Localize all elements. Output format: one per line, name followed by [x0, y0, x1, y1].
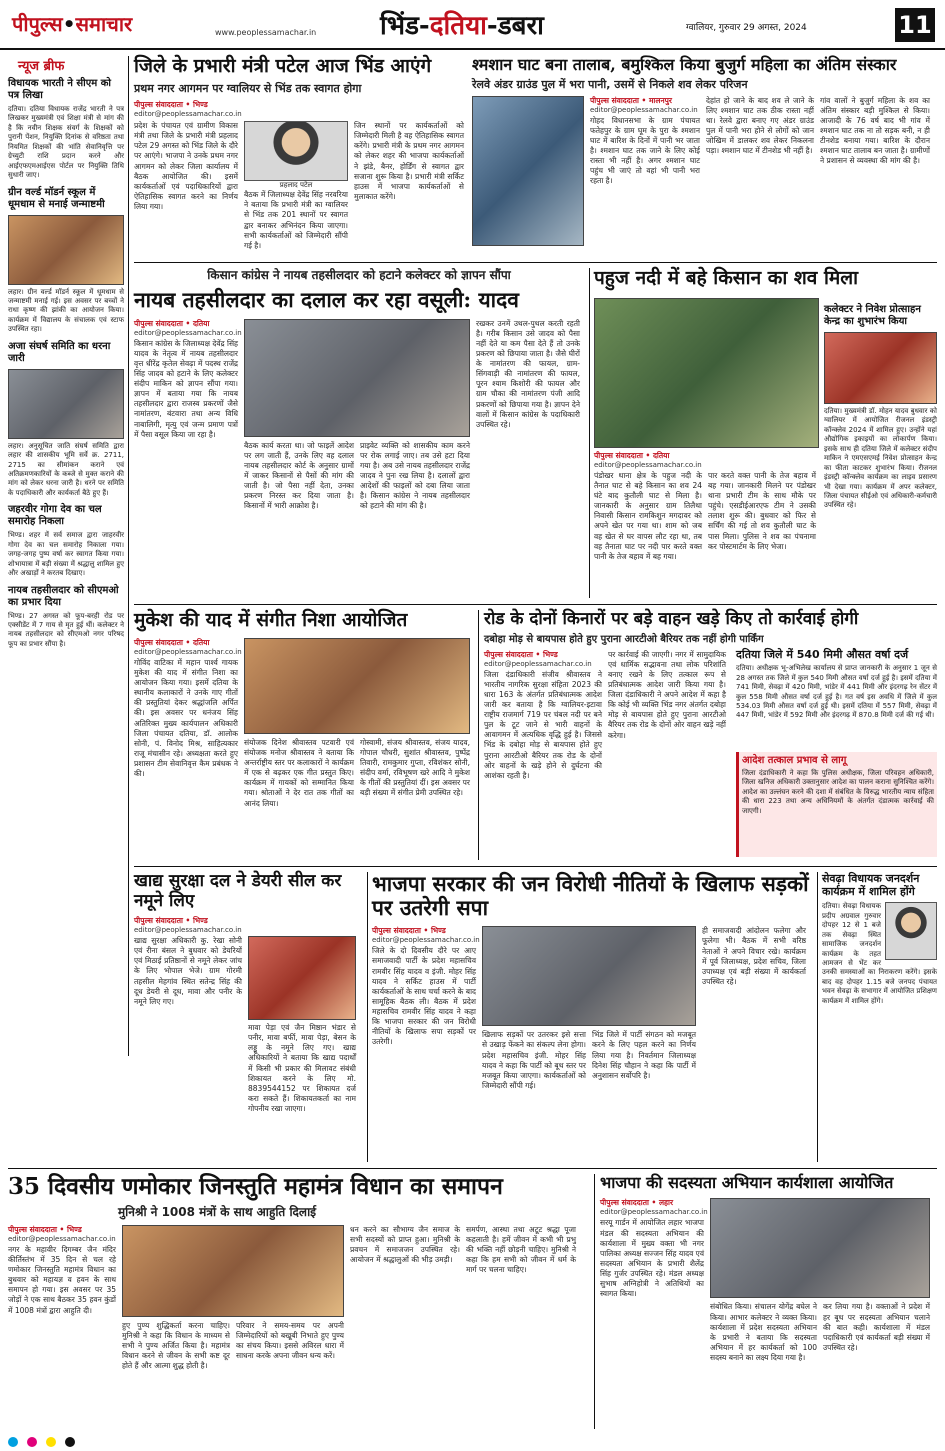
- headline: श्मशान घाट बना तालाब, बमुश्किल किया बुजुर्ग महिला का अंतिम संस्कार: [472, 55, 897, 74]
- byline: पीपुल्स संवाददाता • लहार: [600, 1198, 674, 1208]
- flooded-underpass-photo: [472, 96, 584, 246]
- story-jain-vidhan: [8, 1174, 590, 1429]
- section-divider: [134, 262, 937, 263]
- body-col-1: किसान कांग्रेस के जिलाध्यक्ष देवेंद्र सिंह यादव के नेतृत्व में नायब तहसीलदार वृत्त धीरेंद्र कृतेल सेवढ़ा में पदस्थ राजेंद्र सिंह जादव को हटाने के लिए कलेक्टर संदीप माकिन को ज्ञापन सौंपा गया। ज्ञापन में बताया गया कि नायब तहसीलदार द्वारा राजस्व प्रकरणों जैसे नामांतरण, बंटवारा तथा अन्य विधि नाबालिगी, मृत्यु एवं जन्म प्रमाण पत्रों में पैसा वसूल किया जा रहा है।: [134, 338, 238, 439]
- order-box: [736, 752, 937, 857]
- body-col-3: कर लिया गया है। वक्ताओं ने प्रदेश में हर बूथ पर सदस्यता अभियान चलाने की बात कही। कार्यशाला में मंडल पदाधिकारी एवं कार्यकर्ता बड़ी संख्या में उपस्थित रहे।: [823, 1302, 930, 1352]
- subheadline: प्रथम नगर आगमन पर ग्वालियर से भिंड तक स्वागत होगा: [134, 81, 362, 95]
- headline: भाजपा सरकार की जन विरोधी नीतियों के खिलाफ सड़कों पर उतरेगी सपा: [372, 871, 809, 921]
- news-brief-column: [8, 56, 124, 1056]
- print-registration-marks: [0, 1432, 945, 1445]
- story-minister-visit: [134, 56, 464, 256]
- email: editor@peoplessamachar.co.in: [484, 659, 592, 668]
- brief-headline-3: अजा संघर्ष समिति का धरना जारी: [8, 340, 111, 364]
- story-mla-jandarshan: [822, 872, 937, 1162]
- email: editor@peoplessamachar.co.in: [600, 1208, 708, 1217]
- body-col-1: सरयू गार्डन में आयोजित लहार भाजपा मंडल की सदस्यता अभियान की कार्यशाला में मुख्य वक्ता भी नगर पालिका अध्यक्ष सज्जन सिंह यादव एवं सदस्यता अभियान के प्रभारी शैलेंद्र सिंह गुर्जर उपस्थित रहे। मंडल अध्यक्ष सुभाष अग्निहोत्री ने अतिथियों का स्वागत किया।: [600, 1218, 704, 1299]
- body-col-1: नगर के महावीर दिगम्बर जैन मंदिर कीर्तिस्तंभ में 35 दिन से चल रहे णमोकार जिनस्तुति महामंत्र विधान का बुधवार को महायज्ञ व हवन के साथ समापन हो गया। इस अवसर पर 35 जोड़ों ने एक साथ बैठकर 35 हवन कुंडों में 1008 मंत्रों द्वारा आहुति दी।: [8, 1244, 116, 1315]
- story-sp-protest: [372, 872, 812, 1162]
- column-divider: [367, 872, 368, 1162]
- story-investment-centre: [824, 304, 937, 598]
- brief-text-5: भिण्ड। 27 अगस्त को फूप-बरही रोड पर एक्सीडेंट में 7 गाय से मृत हुई थीं। कलेक्टर ने नायब तहसीलदार को सीएमओ नगर परिषद फूप का प्रभार सौंपा है।: [8, 611, 124, 648]
- headline: 35 दिवसीय णमोकार जिनस्तुति महामंत्र विधान का समापन: [8, 1173, 503, 1200]
- column-divider: [589, 268, 590, 598]
- ribbon-cutting-photo: [824, 332, 937, 404]
- dairy-inspection-photo: [248, 936, 356, 1020]
- headline: रोड के दोनों किनारों पर बड़े वाहन खड़े किए तो कार्रवाई होगी: [484, 609, 859, 629]
- body: दतिया। मुख्यमंत्री डॉ. मोहन यादव बुधवार को ग्वालियर में आयोजित रीजनल इंडस्ट्री कॉन्क्लेव 2024 में शामिल हुए। उन्होंने यहां औद्योगिक इकाइयों का लोकार्पण किया। इसके साथ ही दतिया जिले में कलेक्टर संदीप माकिन ने एमएसएमई निवेश प्रोत्साहन केन्द्र का फीता काटकर शुभारंभ किया। रीजनल इंडस्ट्री कॉन्क्लेव कार्यक्रम का लाइव प्रसारण भी देखा गया। कार्यक्रम में अपर कलेक्टर, जिला पंचायत सीईओ एवं अधिकारी-कर्मचारी उपस्थित रहे।: [824, 407, 937, 510]
- body-col-3: गोस्वामी, संजय श्रीवास्तव, संजय यादव, गोपाल चौधरी, सुशांत श्रीवास्तव, पुष्पेंद्र तिवारी, रामकुमार गुप्ता, रविशंकर सोनी, संदीप वर्मा, रविभूषण खरे आदि ने मुकेश के गीतों की प्रस्तुतियां दीं। इस अवसर पर बड़ी संख्या में संगीत प्रेमी उपस्थित रहे।: [360, 737, 470, 798]
- section-divider: [134, 866, 937, 867]
- body-col-2: हुए पुण्य शुद्धिकर्ता करना चाहिए। मुनिश्री ने कहा कि विधान के माध्यम से सभी ने पुण्य अर्जित किया है। महामंत्र विधान करने से जीवन के सभी कष्ट दूर होते हैं और आत्मा शुद्ध होती है।: [122, 1320, 230, 1371]
- minister-portrait: [244, 121, 348, 181]
- havan-ceremony-photo: [122, 1225, 344, 1317]
- brief-headline-4: जहरवीर गोगा देव का चल समारोह निकला: [8, 504, 102, 528]
- body-col-3: प्राइवेट व्यक्ति को शासकीय काम करने पर रोक लगाई जाए। तब उसे हटा दिया गया है। अब उसे नायब तहसीलदार राजेंद्र जादव ने पुनः रख लिया है। दलालों द्वारा आदेशों की फाइलों को दबा लिया जाता है। किसान कांग्रेस ने नायब तहसीलदार को हटाने की मांग की है।: [360, 440, 470, 511]
- headline: नायब तहसीलदार का दलाल कर रहा वसूली: यादव: [134, 287, 519, 313]
- registration-dot-magenta: [27, 1437, 37, 1447]
- headline: कलेक्टर ने निवेश प्रोत्साहन केन्द्र का शुभारंभ किया: [824, 304, 921, 327]
- box-headline: आदेश तत्काल प्रभाव से लागू: [742, 755, 847, 766]
- byline: पीपुल्स संवाददाता • दतिया: [134, 318, 210, 328]
- byline: पीपुल्स संवाददाता • दतिया: [134, 637, 210, 647]
- registration-dot-yellow: [46, 1437, 56, 1447]
- edition-title: भिंड-दतिया-डबरा: [380, 11, 544, 41]
- body-col-1: गोहद विधानसभा के ग्राम पंचायत फतेहपुर के ग्राम घूम के पुरा के श्मशान घाट में बारिश के दिनों में पानी भर जाता है। श्मशान घाट तक जाने के लिए कोई रास्ता भी नहीं है। अगर श्मशान घाट पहुंच भी जाएं तो वहां भी पानी भरा रहता है।: [590, 115, 700, 186]
- story-bjp-membership: [600, 1174, 937, 1429]
- website-url: www.peoplessamachar.in: [215, 28, 317, 37]
- body-col-1: जिला दंडाधिकारी संजीव श्रीवास्तव ने भारतीय नागरिक सुरक्षा संहिता 2023 की धारा 163 के अंतर्गत प्रतिबंधात्मक आदेश जारी कर बताया है कि ग्वालियर-इटावा राष्ट्रीय राजमार्ग 719 पर चंबल नदी पर बने पुल के टूट जाने से भारी वाहनों के आवागमन में अत्यधिक वृद्धि हुई है। जिससे भिंड के दबोहा मोड़ से बायपास होते हुए पुराना आरटीओ बैरियर तक रोड के दोनों ओर वाहनों के खड़े होने से दुर्घटना की आशंका रहती है।: [484, 669, 602, 780]
- story-farmer-body-found: [594, 267, 859, 598]
- brief-text-3: लहार। अनुसूचित जाति संघर्ष समिति द्वारा लहार की शासकीय भूमि सर्वे क्र. 2711, 2715 का सीमांकन कराने एवं अतिक्रमणकारियों के कब्जे से मुक्त कराने की मांग को लेकर धरना जारी है। धरने पर समिति के पदाधिकारी और कार्यकर्ता बैठे हुए हैं।: [8, 441, 124, 497]
- newspaper-logo: पीपुल्स•समाचार: [12, 12, 133, 36]
- sp-meeting-photo: [482, 926, 696, 1026]
- headline: भाजपा की सदस्यता अभियान कार्यशाला आयोजित: [600, 1173, 894, 1192]
- body-col-2: बैठक कार्य करता था। जो फाइलें आदेश पर लग जाती हैं, उनके लिए वह दलाल नायब तहसीलदार कोर्ट के अनुसार ग्रामों में जाकर किसानों से पैसों की मांग की जाती है। जो पैसा नहीं देता, उनका प्रकरण निरस्त कर दिया जाता है। किसानों में भारी आक्रोश है।: [244, 440, 354, 511]
- story-naib-tehsildar: [134, 268, 584, 598]
- story-music-night: [134, 610, 474, 860]
- byline: पीपुल्स संवाददाता • भिण्ड: [8, 1224, 82, 1234]
- body-col-2: पर कार्रवाई की जाएगी। नगर में सामुदायिक एवं धार्मिक सद्भावना तथा लोक परिशांति बनाए रखने के लिए तत्काल रूप से प्रतिबंधात्मक आदेश जारी किया गया है। जिला दंडाधिकारी ने अपने आदेश में कहा है कि कोई भी व्यक्ति भिंड नगर अंतर्गत दबोहा मोड़ से बायपास होते हुए पुराना आरटीओ बैरियर तक रोड के दोनों ओर वाहन खड़े नहीं करेगा।: [608, 649, 726, 740]
- dateline: ग्वालियर, गुरुवार 29 अगस्त, 2024: [686, 23, 807, 33]
- body-col-2: मावा पेड़ा एवं जैन मिष्ठान भंडार से पनीर, मावा बर्फी, मावा पेड़ा, बेसन के लड्डू के नमूने लिए गए। खाद्य अधिकारियों ने बताया कि खाद्य पदार्थों में किसी भी प्रकार की मिलावट संबंधी शिकायत करने के लिए मो. 8839544152 पर शिकायत दर्ज करा सकते हैं। शिकायतकर्ता का नाम गोपनीय रखा जाएगा।: [248, 1023, 356, 1114]
- body-col-3: जिन स्थानों पर कार्यकर्ताओं को जिम्मेदारी मिली है वह ऐतिहासिक स्वागत करेंगे। प्रभारी मंत्री के प्रथम नगर आगमन को लेकर शहर की भाजपा कार्यकर्ताओं ने झंडे, बैनर, होर्डिंग से स्वागत द्वार सजाना शुरू किया है। प्रभारी मंत्री सर्किट हाउस में भाजपा कार्यकर्ताओं से मुलाकात करेंगे।: [354, 121, 464, 201]
- email: editor@peoplessamachar.co.in: [134, 110, 242, 119]
- body-col-2: देहांत हो जाने के बाद शव ले जाने के लिए श्मशान घाट तक ठीक रास्ता नहीं था। रेलवे द्वारा बनाए गए अंडर ग्राउंड पुल में पानी भरा होने से लोगों को जान जोखिम में डालकर शव लेकर निकलना पड़ा। श्मशान घाट में टीनशेड भी नहीं है।: [706, 95, 814, 156]
- headline: जिले के प्रभारी मंत्री पटेल आज भिंड आएंगे: [134, 55, 432, 77]
- headline: दतिया जिले में 540 मिमी औसत वर्षा दर्ज: [736, 648, 909, 661]
- body-col-3: भिंड जिले में पार्टी संगठन को मजबूत करने के लिए पहल करने का निर्णय लिया गया है। निवर्तमान जिलाध्यक्ष दिनेश सिंह चौहान ने कहा कि पार्टी में अनुशासन सर्वोपरि है।: [592, 1030, 696, 1080]
- masthead: [0, 0, 945, 50]
- subheadline: रेलवे अंडर ग्राउंड पुल में भरा पानी, उसमें से निकले शव लेकर परिजन: [472, 78, 748, 92]
- byline: पीपुल्स संवाददाता • भिण्ड: [134, 100, 208, 110]
- brief-text-1: दतिया। दतिया विधायक राजेंद्र भारती ने पत्र लिखकर मुख्यमंत्री एवं शिक्षा मंत्री से मांग की है कि नवीन शिक्षक संवर्ग के शिक्षकों को पुरानी पेंशन, नियुक्ति दिनांक से वरिष्ठता तथा नियमित शिक्षकों की भांति सेवानिवृत्ति पर ग्रेच्युटी राशि प्रदान करने और आईएफएमआईएस पोर्टल पर नियुक्ति तिथि सुधारी जाए।: [8, 105, 124, 180]
- byline: पीपुल्स संवाददाता • भिण्ड: [484, 649, 558, 659]
- brief-headline-5: नायब तहसीलदार को सीएमओ का प्रभार दिया: [8, 584, 119, 608]
- bjp-workshop-photo: [710, 1198, 930, 1298]
- registration-dot-cyan: [8, 1437, 18, 1447]
- subheadline: दबोहा मोड़ से बायपास होते हुए पुराना आरटीओ बैरियर तक नहीं होगी पार्किंग: [484, 633, 764, 645]
- body-col-4: रखकर उनमें उथल-पुथल करती रहती है। गरीब किसान उसे जादव को पैसा नहीं देते या कम पैसा देते हैं तो उनके प्रकरण को छिपाया जाता है। जैसे घीरों के नामांतरण की फायल, ग्राम-सिंगवाड़ी की नामांतरण की फायल, पूरन श्याम किशोरी की फायल और ग्राम चौका की नामांतरण पंजी आदि प्रकरणों को छिपाया गया है। ज्ञापन देने वालों में किसान कांग्रेस के पदाधिकारी उपस्थित रहे।: [476, 318, 580, 429]
- email: editor@peoplessamachar.co.in: [594, 460, 702, 469]
- box-text: जिला दंडाधिकारी ने कहा कि पुलिस अधीक्षक, जिला परिवहन अधिकारी, जिला खनिज अधिकारी उक्तानुसार आदेश का पालन कराना सुनिश्चित करेंगे। आदेश का उल्लंघन करने की दशा में संबंधित के विरुद्ध भारतीय न्याय संहिता की धारा 223 तथा अन्य अधिनियमों के अंतर्गत दंडात्मक कार्रवाई की जाएगी।: [742, 769, 934, 815]
- kicker: किसान कांग्रेस ने नायब तहसीलदार को हटाने कलेक्टर को ज्ञापन सौंपा: [207, 268, 511, 282]
- registration-dot-black: [65, 1437, 75, 1447]
- river-rescue-photo: [594, 298, 819, 448]
- body-col-2: बैठक में जिलाध्यक्ष देवेंद्र सिंह नरवरिया ने बताया कि प्रभारी मंत्री का ग्वालियर से भिंड तक 201 स्थानों पर स्वागत द्वार बनाकर अभिनंदन किया जाएगा। सभी कार्यकर्ताओं को जिम्मेदारी सौंपी गई है।: [244, 190, 348, 250]
- headline: पहुज नदी में बहे किसान का शव मिला: [594, 267, 859, 289]
- body-col-2: खिलाफ सड़कों पर उतरकर इसे सत्ता से उखाड़ फेंकने का संकल्प लेना होगा। प्रदेश महासचिव इंजी. मोहर सिंह यादव ने कहा कि पार्टी को बूथ स्तर पर मजबूत किया जाएगा। कार्यकर्ताओं को जिम्मेदारी सौंपी गई।: [482, 1030, 586, 1090]
- column-divider: [817, 872, 818, 1162]
- byline: पीपुल्स संवाददाता • भिण्ड: [134, 916, 208, 926]
- news-brief-label: न्यूज ब्रीफ: [18, 59, 65, 74]
- body-col-5: समर्पण, आस्था तथा अटूट श्रद्धा पूजा कहलाती है। हमें जीवन में कभी भी प्रभु की भक्ति नहीं छोड़नी चाहिए। मुनिश्री ने कहा कि हम सभी को जीवन में धर्म के मार्ग पर चलना चाहिए।: [466, 1224, 576, 1275]
- email: editor@peoplessamachar.co.in: [134, 328, 242, 337]
- email: editor@peoplessamachar.co.in: [134, 647, 242, 656]
- byline: पीपुल्स संवाददाता • मालनपुर: [590, 95, 672, 105]
- brief-headline-1: विधायक भारती ने सीएम को पत्र लिखा: [8, 78, 111, 101]
- school-event-photo: [8, 215, 124, 285]
- body-col-3: परिवार ने समय-समय पर अपनी जिम्मेदारियों को बखूबी निभाते हुए पुण्य का संचय किया। इससे अविरल धारा में साधना करके अपना जीवन धन्य करें।: [236, 1320, 344, 1361]
- byline: पीपुल्स संवाददाता • भिण्ड: [372, 926, 446, 936]
- section-divider: [134, 604, 937, 605]
- column-divider: [594, 1174, 595, 1429]
- column-divider: [478, 610, 479, 860]
- sidebar-divider: [128, 56, 129, 1056]
- email: editor@peoplessamachar.co.in: [372, 936, 480, 945]
- body: दतिया। अधीक्षक भू-अभिलेख कार्यालय से प्राप्त जानकारी के अनुसार 1 जून से 28 अगस्त तक जिले में कुल 540 मिमी औसत वर्षा दर्ज हुई है। इसमें दतिया में 741 मिमी, सेवढ़ा में 420 मिमी, भांडेर में 441 मिमी और इंदरगढ़ रेन सेंटर में कुल 558 मिमी औसत वर्षा दर्ज हुई है। गत वर्ष इस अवधि में जिले में कुल 534.03 मिमी औसत वर्षा दर्ज हुई थी। इसमें दतिया में 557 मिमी, सेवढ़ा में 447 मिमी, भांडेर में 592 मिमी और इंदरगढ़ में 870.8 मिमी दर्ज की गई थी।: [736, 664, 937, 720]
- story-cremation-ground: [472, 56, 937, 256]
- body-col-1: गोविंद वाटिका में महान पार्श्व गायक मुकेश की याद में संगीत निशा का आयोजन किया गया। इसमें दतिया के स्थानीय कलाकारों ने उनके गाए गीतों की प्रस्तुतियां देकर श्रद्धांजलि अर्पित की। इस अवसर पर धनंजय सिंह अतिरिक्त मुख्य कार्यपालन अधिकारी जिला पंचायत दतिया, डॉ. आलोक सोनी, पं. विनोद मिश्र, साहित्यकार राजू मंचासीन रहे। अध्यक्षता करते हुए प्रशासन टीम सेवानिवृत्त कैम प्रबंधक ने की।: [134, 657, 238, 779]
- portrait-caption: प्रहलाद पटेल: [279, 181, 313, 190]
- body-col-1: जिले के दो दिवसीय दौरे पर आए समाजवादी पार्टी के प्रदेश महासचिव रामवीर सिंह यादव व इंजी. मोहर सिंह यादव ने सर्किट हाउस में पार्टी कार्यकर्ताओं के साथ चर्चा करने के बाद सामूहिक बैठक ली। बैठक में प्रदेश महासचिव रामवीर सिंह यादव ने कहा कि भाजपा सरकार की जन विरोधी नीतियों के खिलाफ सपा सड़कों पर उतरेगी।: [372, 946, 476, 1047]
- brief-text-4: भिण्ड। शहर में सर्व समाज द्वारा जाहरवीर गोगा देव का चल समारोह निकाला गया। जगह-जगह पुष्प वर्षा कर स्वागत किया गया। शोभायात्रा में बड़ी संख्या में श्रद्धालु शामिल हुए और अखाड़ों ने करतब दिखाए।: [8, 531, 124, 578]
- body: दतिया। सेवढ़ा विधायक प्रदीप अग्रवाल गुरुवार दोपहर 12 से 1 बजे तक सेवढ़ा स्थित सामाजिक जनदर्शन कार्यक्रम के तहत आमजन से भेंट कर उनकी समस्याओं का निराकरण करेंगे। इसके बाद वह दोपहर 1.15 बजे जनपद पंचायत भवन सेवढ़ा के सभागार में आयोजित प्रशिक्षण कार्यक्रम में शामिल होंगे।: [822, 902, 937, 1005]
- subheadline: मुनिश्री ने 1008 मंत्रों के साथ आहुति दिलाई: [118, 1205, 317, 1220]
- brief-text-2: लहार। ग्रीन वर्ल्ड मॉडर्न स्कूल में धूमधाम से जन्माष्टमी मनाई गई। इस अवसर पर बच्चों ने राधा कृष्ण की झांकी का आयोजन किया। कार्यक्रम में विद्यालय के संचालक एवं स्टाफ उपस्थित रहा।: [8, 287, 124, 334]
- email: editor@peoplessamachar.co.in: [590, 105, 698, 114]
- body-col-4: ही समाजवादी आंदोलन फलेगा और फूलेगा भी। बैठक में सभी वरिष्ठ नेताओं ने अपने विचार रखे। कार्यक्रम में पूर्व जिलाध्यक्ष, प्रदेश सचिव, जिला उपाध्यक्ष एवं बड़ी संख्या में कार्यकर्ता उपस्थित रहे।: [702, 926, 806, 986]
- music-night-photo: [244, 638, 470, 734]
- page-number: 11: [895, 8, 935, 42]
- headline: सेवढ़ा विधायक जनदर्शन कार्यक्रम में शामिल होंगे: [822, 872, 920, 899]
- body-col-2: संयोजक दिनेश श्रीवास्तव पटवारी एवं संयोजक मनोज श्रीवास्तव ने बताया कि अन्तर्राष्ट्रीय स्तर पर कलाकारों ने कार्यक्रम में एक से बढ़कर एक गीत प्रस्तुत किए। कार्यक्रम में गायकों को सम्मानित किया गया। श्रोताओं ने देर रात तक गीतों का आनंद लिया।: [244, 737, 354, 808]
- memorandum-photo: [244, 319, 470, 437]
- headline: खाद्य सुरक्षा दल ने डेयरी सील कर नमूने लिए: [134, 871, 342, 911]
- brief-headline-2: ग्रीन वर्ल्ड मॉडर्न स्कूल में धूमधाम से मनाई जन्माष्टमी: [8, 186, 105, 210]
- body-col-2: संबोधित किया। संचालन योगेंद्र बघेल ने किया। आभार कलेक्टर ने व्यक्त किया। कार्यशाला में प्रदेश सदस्यता अभियान के प्रभारी ने बताया कि सदस्यता अभियान में हर कार्यकर्ता को 100 सदस्य बनाने का लक्ष्य दिया गया है।: [710, 1302, 817, 1363]
- body-col-4: धन करने का सौभाग्य जैन समाज के सभी सदस्यों को प्राप्त हुआ। मुनिश्री के प्रवचन में समाजजन उपस्थित रहे। आयोजन में श्रद्धालुओं की भीड़ उमड़ी।: [350, 1224, 460, 1265]
- body-col-1: खाद्य सुरक्षा अधिकारी कु. रेखा सोनी एवं रीना बंसल ने बुधवार को डेयरियों एवं मिठाई प्रतिष्ठानों से नमूने लेकर जांच के लिए भोपाल भेजे। ग्राम गोरमी तहसील मेहगांव स्थित सतेन्द्र सिंह की दूध डेयरी से दूध, मावा और पनीर के नमूने लिए गए।: [134, 936, 242, 1006]
- body-col-2: पार करते वक्त पानी के तेज बहाव में बह गया। जानकारी मिलने पर पंडोखर थाना प्रभारी टीम के साथ मौके पर पहुंचे। एसडीईआरएफ टीम ने उसकी तलाश शुरू की। बुधवार को फिर से सर्चिंग की गई तो शव कुतौली घाट के पास मिला। पुलिस ने शव का पंचनामा कर पोस्टमार्टम के लिए भेजा।: [708, 470, 816, 551]
- headline: मुकेश की याद में संगीत निशा आयोजित: [134, 609, 408, 631]
- mla-portrait: [885, 902, 937, 960]
- byline: पीपुल्स संवाददाता • दतिया: [594, 450, 670, 460]
- body-col-1: पंडोखर थाना क्षेत्र के पहुज नदी के तैनात घाट से बहे किसान का शव 24 घंटे बाद कुतौली घाट से मिला है। जानकारी के अनुसार ग्राम तिलैथा निवासी किसान रामकिशुन मगदावर को अपने खेत पर गया था। शाम को जब वह खेत से घर वापस लौट रहा था, तब वह तैनाता घाट पर नदी पार करते वक्त पानी के तेज बहाव में बह गया।: [594, 470, 702, 561]
- story-rainfall: [736, 648, 937, 748]
- body-col-3: गांव वालों ने बुजुर्ग महिला के शव का अंतिम संस्कार बड़ी मुश्किल से किया। आजादी के 76 वर्ष बाद भी गांव में श्मशान घाट तक ना तो सड़क बनी, न ही टीनशेड बनाया गया। बारिश के दौरान श्मशान घाट तालाब बन जाता है। ग्रामीणों ने प्रशासन से व्यवस्था की मांग की है।: [820, 95, 930, 166]
- email: editor@peoplessamachar.co.in: [134, 926, 242, 935]
- section-divider: [8, 1168, 937, 1169]
- protest-photo: [8, 369, 124, 439]
- story-food-safety: [134, 872, 362, 1162]
- email: editor@peoplessamachar.co.in: [8, 1234, 116, 1243]
- body-col-1: प्रदेश के पंचायत एवं ग्रामीण विकास मंत्री तथा जिले के प्रभारी मंत्री प्रहलाद पटेल 29 अगस्त को भिंड जिले के दौरे पर आएंगे। भाजपा ने उनके प्रथम नगर आगमन को लेकर जिला कार्यालय में बैठक आयोजित की। इसमें कार्यकर्ताओं एवं पदाधिकारियों द्वारा ऐतिहासिक स्वागत करने का निर्णय लिया गया।: [134, 121, 238, 212]
